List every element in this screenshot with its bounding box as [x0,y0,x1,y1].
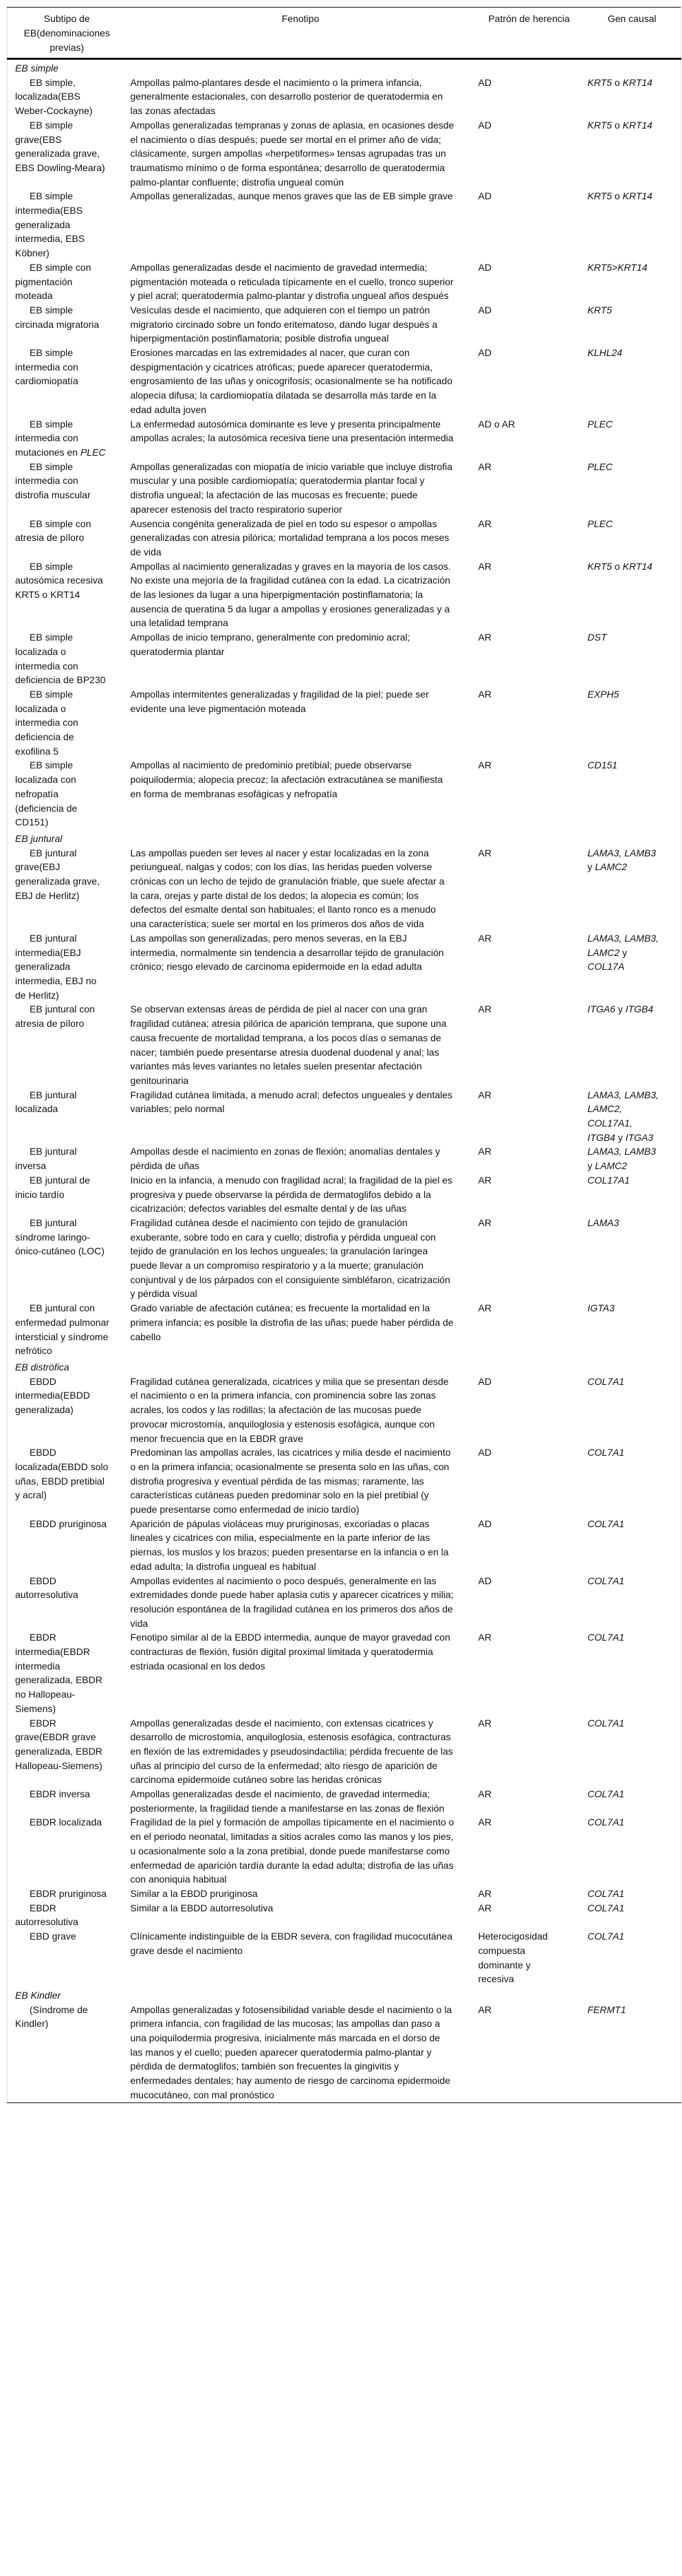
gene-cell [584,460,681,517]
italic-text: KRT5 [587,119,613,131]
text: EB simple localizada o intermedia con deficiencia de BP230 [15,632,106,686]
italic-text: KRT5 [587,560,613,572]
italic-text: IGTA3 [587,1302,615,1314]
gene-cell [584,1375,681,1446]
italic-text: LAMC2, [587,1103,623,1115]
subtype-cell [8,2003,126,2102]
italic-text: KRT5 [587,76,613,88]
table-row [8,1216,681,1301]
text: EB simple grave(EBS generalizada grave, EBS Dowling-Meara) [15,119,105,173]
header-gene: Gen causal [584,8,681,59]
table-row [8,559,681,631]
italic-text: COL7A1 [587,1518,625,1529]
subtype-cell [8,1002,126,1087]
table-row [8,846,681,931]
section-row [8,59,681,76]
text: EB simple intermedia con mutaciones en [15,418,80,458]
text: y [615,1131,626,1143]
inheritance-cell: AD [478,261,492,273]
gene-cell [584,687,681,759]
gene-cell [584,630,681,687]
table-row [8,1887,681,1901]
subtype-cell [8,1375,126,1446]
section-title: EB distrófica [15,1361,69,1373]
table-row [8,118,681,190]
phenotype-cell: Ampollas palmo-plantares desde el nacimiento o la primera infancia, generalmente estacionales, con desarrollo posterior de queratodermia en las zonas afectadas [130,76,443,117]
text: EB simple, localizada(EBS Weber-Cockayne) [15,76,93,117]
inheritance-cell: AR [478,1146,492,1157]
subtype-cell [8,417,126,460]
text: EBDD pruriginosa [30,1518,107,1529]
italic-text: COL17A [587,961,625,973]
text: y [619,946,628,958]
subtype-cell [8,931,126,1003]
italic-text: LAMA3 [587,1217,619,1228]
text: o [612,119,623,131]
phenotype-cell: Fragilidad de la piel y formación de ampollas típicamente en el nacimiento o en el periodo neonatal, limitadas a sitios acrales como las manos y los pies, u ocasionalmente solo a la zona pretibial, donde puede manifestarse como enfermedad de aparición tardía durante la edad adulta; distrofia de las uñas con anoniquia habitual [130,1817,454,1885]
subtype-cell [8,1445,126,1517]
italic-text: COL7A1 [587,1788,625,1800]
italic-text: ITGA6 [587,1003,615,1015]
gene-cell [584,1301,681,1358]
table-row [8,189,681,260]
italic-text: COL7A1 [587,1902,625,1913]
inheritance-cell: AD [478,1375,492,1387]
gene-cell [584,1173,681,1216]
gene-cell [584,931,681,1003]
italic-text: LAMB3 [624,847,657,858]
gene-cell [584,1216,681,1301]
inheritance-cell: AD [478,119,492,131]
phenotype-cell: Predominan las ampollas acrales, las cicatrices y milia desde el nacimiento o en la primera infancia; ocasionalmente se presenta solo en las uñas, con distrofia progresiva y eventual pérdida de las mismas; raramente, las características cutáneas pueden predominar solo en la piel pretibial (y puede presentarse como enfermedad de inicio tardío) [130,1447,451,1515]
table-row [8,76,681,118]
section-row [8,1358,681,1375]
section-row [8,830,681,846]
table-header-row [8,8,681,59]
phenotype-cell: Ampollas de inicio temprano, generalmente con predominio acral; queratodermia plantar [130,632,410,657]
phenotype-cell: Ampollas al nacimiento generalizadas y graves en la mayoría de los casos. No existe una mejoría de la fragilidad cutánea con la edad. La cicatrización de las lesiones da lugar a una hiperpigmentación postinflamatoria; la ausencia de queratina 5 da lugar a ampollas y erosiones generalizadas y a una letalidad temprana [130,560,451,629]
table-row [8,1301,681,1358]
italic-text: ITGB4 [587,1131,615,1143]
text: EB simple localizada con nefropatía (deficiencia de CD151) [15,759,78,828]
italic-text: COL17A1 [587,1174,630,1186]
table-row [8,1574,681,1631]
text: EB juntural inversa [15,1146,77,1172]
italic-text: ITGA3 [625,1131,654,1143]
text: EB juntural de inicio tardío [15,1174,90,1200]
phenotype-cell: Fragilidad cutánea generalizada, cicatrices y milia que se presentan desde el nacimiento o en la primera infancia, con prominencia sobre las zonas acrales, los codos y las rodillas; la afectación de las mucosas puede provocar microstomía, anquiloglosia y estenosis esofágica, aunque con menor frecuencia que en la EBDR grave [130,1375,449,1444]
gene-cell [584,1630,681,1716]
inheritance-cell: AR [478,632,492,643]
italic-text: KRT5 [587,190,613,202]
subtype-cell [8,1301,126,1358]
subtype-cell [8,1088,126,1145]
text: EB juntural con enfermedad pulmonar intersticial y síndrome nefrótico [15,1302,109,1357]
text: EBDR autorresolutiva [15,1902,78,1928]
italic-text: PLEC [587,418,613,430]
text: EB simple con atresia de píloro [15,518,91,544]
gene-cell [584,517,681,559]
header-inheritance: Patrón de herencia [475,8,584,59]
text: EBDD autorresolutiva [15,1575,78,1601]
subtype-cell [8,1144,126,1173]
table-row [8,1815,681,1887]
subtype-cell [8,1630,126,1716]
section-title: EB simple [15,63,59,74]
italic-text: LAMA3, [587,847,622,858]
subtype-cell [8,559,126,631]
gene-cell [584,346,681,417]
text: EB juntural localizada [15,1089,77,1115]
inheritance-cell: AR [478,688,492,700]
gene-cell [584,1929,681,1986]
section-title: EB juntural [15,832,63,844]
phenotype-cell: Fenotipo similar al de la EBDD intermedia, aunque de mayor gravedad con contracturas de flexión, fusión digital proximal limitada y queratodermia estriada ocasional en los dedos [130,1632,450,1672]
table-row [8,1630,681,1716]
table-row [8,346,681,417]
phenotype-cell: Se observan extensas áreas de pérdida de piel al nacer con una gran fragilidad cutánea; atresia pilórica de aparición temprana, que supone una causa frecuente de mortalidad temprana, a los pocos días o semanas de nacer; también puede presentarse atresia duodenal duodenal y anal; las variantes más leves variantes no letales suelen presentar afectación genitourinaria [130,1003,447,1086]
gene-cell [584,559,681,631]
inheritance-cell: AD [478,76,492,88]
inheritance-cell: AR [478,560,492,572]
inheritance-cell: AD [478,1575,492,1586]
inheritance-cell: AD [478,304,492,315]
phenotype-cell: Las ampollas son generalizadas, pero menos severas, en la EBJ intermedia, normalmente sin tendencia a desarrollar tejido de granulación crónico; riesgo elevado de carcinoma epidermoide en la edad adulta [130,932,444,973]
subtype-cell [8,118,126,190]
gene-cell [584,1787,681,1815]
subtype-cell [8,189,126,260]
text: y [587,861,595,873]
phenotype-cell: Las ampollas pueden ser leves al nacer y estar localizadas en la zona periungueal, nalgas y codos; con los días, las heridas pueden volverse crónicas con un lecho de tejido de granulación friable, que suele afectar a la cara, orejas y parte distal de los dedos; la alopecia es común; los defectos del esmalte dental son habituales; el llanto ronco es a menudo una característica; suele ser mortal en los primeros dos años de vida [130,847,445,930]
inheritance-cell: AR [478,1788,492,1800]
text: EB simple intermedia con cardiomiopatía [15,347,78,387]
italic-text: LAMA3, [587,932,622,944]
inheritance-cell: AR [478,759,492,771]
text: EB simple con pigmentación moteada [15,261,91,302]
text: EB juntural síndrome laringo-ónico-cutáneo (LOC) [15,1217,104,1257]
subtype-cell [8,346,126,417]
subtype-cell [8,1517,126,1574]
inheritance-cell: AD [478,190,492,202]
header-subtype: Subtipo de EB(denominaciones previas) [8,8,126,59]
phenotype-cell: Similar a la EBDD pruriginosa [130,1888,258,1899]
italic-text: COL7A1 [587,1575,625,1586]
gene-cell [584,417,681,460]
inheritance-cell: AR [478,1174,492,1186]
subtype-cell [8,1216,126,1301]
italic-text: LAMC2 [595,1160,628,1172]
subtype-cell [8,1815,126,1887]
gene-cell [584,1574,681,1631]
gene-cell [584,260,681,303]
inheritance-cell: AR [478,932,492,944]
phenotype-cell: Similar a la EBDD autorresolutiva [130,1902,274,1913]
text: o [612,560,623,572]
subtype-cell [8,687,126,759]
text: EBDD localizada(EBDD solo uñas, EBDD pretibial y acral) [15,1447,109,1501]
phenotype-cell: Grado variable de afectación cutánea; es frecuente la mortalidad en la primera infancia; es posible la distrofia de las uñas; puede haber pérdida de cabello [130,1302,454,1342]
text: EBDR pruriginosa [30,1888,107,1899]
gene-cell [584,1445,681,1517]
phenotype-cell: Ampollas al nacimiento de predominio pretibial; puede observarse poiquilodermia; alopecia precoz; la afectación extracutánea se manifiesta en forma de membranas esofágicas y nefropatía [130,759,443,799]
italic-text: LAMB3 [624,1146,657,1157]
table-row [8,1517,681,1574]
text: EBDD intermedia(EBDD generalizada) [15,1375,90,1416]
phenotype-cell: Ampollas generalizadas, aunque menos graves que las de EB simple grave [130,190,453,202]
text: y [587,1160,595,1172]
text: EB juntural grave(EBJ generalizada grave, EBJ de Herlitz) [15,847,100,901]
subtype-cell [8,303,126,346]
inheritance-cell: AD [478,347,492,359]
section-title: EB Kindler [15,1989,61,2001]
table-body [8,59,681,2103]
text: EBDR inversa [30,1788,90,1800]
subtype-cell [8,1929,126,1986]
phenotype-cell: La enfermedad autosómica dominante es leve y presenta principalmente ampollas acrales; la autosómica recesiva tiene una presentación intermedia [130,418,454,444]
gene-cell [584,76,681,118]
inheritance-cell: AD o AR [478,418,516,430]
inheritance-cell: AR [478,1302,492,1314]
phenotype-cell: Ampollas generalizadas y fotosensibilidad variable desde el nacimiento o la primera infancia, con fragilidad de las mucosas; las ampollas dan paso a una poiquilodermia progresiva, inicialmente más marcada en el dorso de las manos y el cuello; pueden aparecer queratodermia palmo-plantar y pérdida de dermatoglifos; también son frecuentes la gingivitis y enfermedades dentales; hay aumento de riesgo de carcinoma epidermoide mucocutáneo, con mal pronóstico [130,2003,452,2100]
gene-cell [584,1144,681,1173]
eb-classification-table [7,7,681,2103]
italic-text: LAMC2 [587,946,620,958]
section-row [8,1986,681,2003]
inheritance-cell: AR [478,1089,492,1100]
table-row [8,260,681,303]
italic-text: PLEC [80,446,106,458]
italic-text: COL7A1 [587,1632,625,1643]
phenotype-cell: Fragilidad cutánea desde el nacimiento con tejido de granulación exuberante, sobre todo en cara y cuello; distrofia y pérdida ungueal con tejido de granulación en los lechos ungueales; la granulación laríngea puede llevar a un compromiso respiratorio y a la muerte; granulación conjuntival y de los párpados con el consiguiente simbléfaron, cicatrización y pérdida visual [130,1217,450,1300]
inheritance-cell: AR [478,1817,492,1828]
subtype-cell [8,76,126,118]
text: EB simple circinada migratoria [15,304,100,330]
inheritance-cell: AR [478,1717,492,1729]
text: EBDR localizada [30,1817,102,1828]
subtype-cell [8,1716,126,1788]
table-row [8,931,681,1003]
italic-text: KRT14 [622,560,652,572]
table-row [8,630,681,687]
gene-cell [584,1887,681,1901]
italic-text: KLHL24 [587,347,623,359]
table-row [8,1929,681,1986]
inheritance-cell: AR [478,1902,492,1913]
italic-text: EXPH5 [587,688,619,700]
italic-text: KRT5 [587,304,613,315]
header-phenotype: Fenotipo [126,8,475,59]
inheritance-cell: AR [478,460,492,472]
italic-text: LAMA3, [587,1089,622,1100]
text: EB simple intermedia(EBS generalizada intermedia, EBS Köbner) [15,190,85,259]
table-row [8,1088,681,1145]
inheritance-cell: AR [478,1217,492,1228]
text: EBD grave [30,1931,76,1942]
gene-cell [584,1517,681,1574]
text: EBDR grave(EBDR grave generalizada, EBDR Hallopeau-Siemens) [15,1717,102,1771]
gene-cell [584,1002,681,1087]
subtype-cell [8,1574,126,1631]
subtype-cell [8,1901,126,1929]
phenotype-cell: Ampollas intermitentes generalizadas y fragilidad de la piel; puede ser evidente una leve pigmentación moteada [130,688,429,714]
phenotype-cell: Ampollas generalizadas con miopatía de inicio variable que incluye distrofia muscular y una posible cardiomiopatía; queratodermia plantar focal y distrofia ungueal; la afectación de las mucosas es frecuente; puede aparecer estenosis del tracto respiratorio superior [130,460,452,515]
italic-text: COL7A1 [587,1931,625,1942]
italic-text: COL7A1 [587,1888,625,1899]
gene-cell [584,1088,681,1145]
phenotype-cell: Ampollas evidentes al nacimiento o poco después, generalmente en las extremidades donde puede haber aplasia cutis y aparecer cicatrices y milia; resolución espontánea de la fragilidad cutánea en los primeros dos años de vida [130,1575,454,1629]
phenotype-cell: Clínicamente indistinguible de la EBDR severa, con fragilidad mucocutánea grave desde el nacimiento [130,1931,452,1956]
italic-text: PLEC [587,460,613,472]
italic-text: KRT14 [622,76,652,88]
italic-text: FERMT1 [587,2003,626,2015]
gene-cell [584,189,681,260]
italic-text: LAMA3, [587,1146,622,1157]
italic-text: KRT5>KRT14 [587,261,648,273]
table-row [8,1173,681,1216]
table-row [8,303,681,346]
italic-text: LAMC2 [595,861,628,873]
phenotype-cell: Ampollas generalizadas desde el nacimiento, de gravedad intermedia; posteriormente, la fragilidad tiende a manifestarse en las zonas de flexión [130,1788,445,1814]
table-row [8,1375,681,1446]
table-row [8,1787,681,1815]
phenotype-cell: Ampollas generalizadas desde el nacimiento, con extensas cicatrices y desarrollo de microstomía, anquiloglosia, estenosis esofágica, contracturas en flexión de las extremidades y pseudosindactilia; pérdida frecuente de las uñas al principio del curso de la enfermedad; alto riesgo de aparición de carcinoma epidermoide cutáneo sobre las heridas crónicas [130,1717,453,1786]
italic-text: LAMB3, [624,932,659,944]
subtype-cell [8,260,126,303]
italic-text: CD151 [587,759,618,771]
inheritance-cell: AR [478,518,492,529]
gene-cell [584,118,681,190]
italic-text: DST [587,632,607,643]
phenotype-cell: Aparición de pápulas violáceas muy pruriginosas, excoriadas o placas lineales y cicatrices con milia, especialmente en la parte inferior de las piernas, los muslos y los brazos; pueden presentarse en la infancia o en la edad adulta; la distrofia ungueal es habitual [130,1518,449,1572]
phenotype-cell: Fragilidad cutánea limitada, a menudo acral; defectos ungueales y dentales variables; pelo normal [130,1089,453,1115]
phenotype-cell: Vesículas desde el nacimiento, que adquieren con el tiempo un patrón migratorio circinado sobre un fondo eritematoso, dando lugar después a hiperpigmentación postinflamatoria; posible distrofia ungueal [130,304,438,344]
text: y [615,1003,626,1015]
gene-cell [584,1815,681,1887]
subtype-cell [8,517,126,559]
table-row [8,517,681,559]
inheritance-cell: AR [478,1888,492,1899]
table-row [8,1144,681,1173]
inheritance-cell: AR [478,847,492,858]
italic-text: COL7A1 [587,1717,625,1729]
gene-cell [584,1716,681,1788]
table-row [8,1445,681,1517]
text: EB juntural con atresia de píloro [15,1003,95,1030]
gene-cell [584,303,681,346]
table-row [8,2003,681,2102]
text: o [612,76,623,88]
subtype-cell [8,630,126,687]
table-row [8,1901,681,1929]
subtype-cell [8,1887,126,1901]
phenotype-cell: Erosiones marcadas en las extremidades al nacer, que curan con despigmentación y cicatrices atróficas; puede aparecer queratodermia, engrosamiento de las uñas y onicogrifosis; ocasionalmente se ha notificado alopecia difusa; la cardiomiopatía dilatada se desarrolla más tarde en la edad adulta joven [130,347,453,415]
italic-text: COL17A1, [587,1118,632,1129]
inheritance-cell: AR [478,2003,492,2015]
inheritance-cell: AR [478,1632,492,1643]
italic-text: ITGB4 [625,1003,654,1015]
table-row [8,1002,681,1087]
phenotype-cell: Inicio en la infancia, a menudo con fragilidad acral; la fragilidad de la piel es progresiva y puede observarse la pérdida de dermatoglifos debido a la cicatrización; defectos variables del esmalte dental y de las uñas [130,1174,453,1214]
gene-cell [584,1901,681,1929]
subtype-cell [8,460,126,517]
table-row [8,417,681,460]
inheritance-cell: AR [478,1003,492,1015]
italic-text: COL7A1 [587,1375,625,1387]
italic-text: COL7A1 [587,1447,625,1458]
inheritance-cell: Heterocigosidad compuesta dominante y recesiva [478,1931,548,1985]
text: EB simple localizada o intermedia con deficiencia de exofilina 5 [15,688,78,757]
phenotype-cell: Ampollas desde el nacimiento en zonas de flexión; anomalías dentales y pérdida de uñas [130,1146,441,1172]
table-row [8,687,681,759]
text: EB juntural intermedia(EBJ generalizada intermedia, EBJ no de Herlitz) [15,932,97,1001]
subtype-cell [8,846,126,931]
text: EB simple autosómica recesiva KRT5 o KRT14 [15,560,103,601]
table-row [8,460,681,517]
subtype-cell [8,758,126,830]
text: (Síndrome de Kindler) [15,2003,88,2030]
italic-text: LAMB3, [624,1089,659,1100]
gene-cell [584,846,681,931]
gene-cell [584,758,681,830]
subtype-cell [8,1173,126,1216]
subtype-cell [8,1787,126,1815]
italic-text: PLEC [587,518,613,529]
text: EB simple intermedia con distrofia muscular [15,460,91,501]
phenotype-cell: Ausencia congénita generalizada de piel en todo su espesor o ampollas generalizadas con atresia pilórica; mortalidad temprana a los pocos meses de vida [130,518,450,557]
table-row [8,1716,681,1788]
phenotype-cell: Ampollas generalizadas tempranas y zonas de aplasia, en ocasiones desde el nacimiento o días después; puede ser mortal en el primer año de vida; clásicamente, surgen ampollas «herpetiformes» tensas agrupadas tras un traumatismo mínimo o de forma espontánea; desarrollo de queratodermia palmo-plantar confluente; distrofia ungueal común [130,119,454,188]
italic-text: KRT14 [622,119,652,131]
italic-text: COL7A1 [587,1817,625,1828]
text: o [612,190,623,202]
phenotype-cell: Ampollas generalizadas desde el nacimiento de gravedad intermedia; pigmentación moteada o reticulada típicamente en el cuello, tronco superior y piel acral; queratodermia palmo-plantar y distrofia ungueal años después [130,261,454,302]
gene-cell [584,2003,681,2102]
italic-text: KRT14 [622,190,652,202]
inheritance-cell: AD [478,1518,492,1529]
table-row [8,758,681,830]
text: EBDR intermedia(EBDR intermedia generalizada, EBDR no Hallopeau-Siemens) [15,1632,102,1714]
inheritance-cell: AD [478,1447,492,1458]
